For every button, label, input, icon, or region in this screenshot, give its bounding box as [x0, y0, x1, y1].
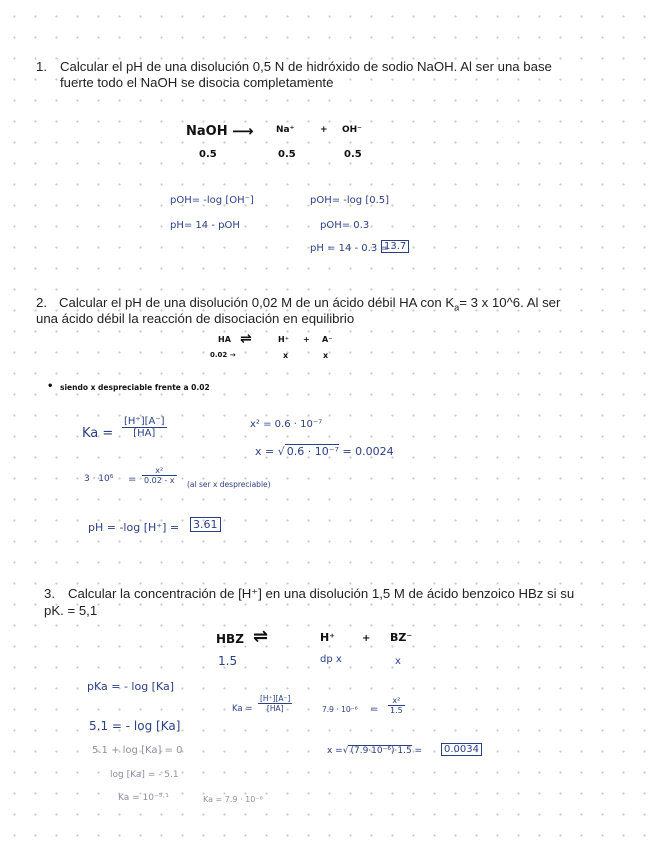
p3-subst-eq: = — [370, 704, 379, 715]
problem3-text-line1: Calcular la concentración de [H⁺] en una disolución 1,5 M de ácido benzoico HBz si su — [68, 586, 575, 601]
p1-conc-cation: 0.5 — [278, 149, 296, 160]
p1-anion: OH⁻ — [342, 125, 362, 135]
p3-x-anion: x — [395, 656, 401, 667]
problem3-number: 3. — [44, 586, 55, 601]
problem1-text-line1: Calcular el pH de una disolución 0,5 N de hidróxido de sodio NaOH. Al ser una base — [60, 59, 552, 74]
p1-ph-calc: pH = 14 - 0.3 = — [310, 243, 389, 254]
p3-gray-step1: 5.1 + log [Ka] = 0 — [92, 745, 183, 756]
problem1-number: 1. — [36, 59, 47, 74]
p2-ka-fraction: $\frac{[H^+][A^-]}{[HA]}$ — [124, 416, 165, 439]
problem2-text-line2: una ácido débil la reacción de disociación en equilibrio — [36, 311, 355, 326]
p2-initial: 0.02 → — [210, 351, 236, 359]
p2-plus: + — [303, 335, 310, 344]
p1-reactant: NaOH — [186, 124, 228, 139]
p3-initial: 1.5 — [218, 654, 238, 668]
p2-cation: H⁺ — [278, 335, 289, 344]
p2-sub-eq: = — [128, 474, 137, 485]
problem1-text-line2: fuerte todo el NaOH se disocia completamente — [60, 75, 334, 90]
problem2-number: 2. — [36, 295, 47, 310]
p3-subst-left: 7.9 · 10⁻⁶ — [322, 705, 358, 714]
p1-conc-reactant: 0.5 — [199, 149, 217, 160]
p1-conc-anion: 0.5 — [344, 149, 362, 160]
p3-ka-fraction: $\frac{[H^+][A^-]}{[HA]}$ — [260, 694, 291, 713]
p1-poh-def: pOH= -log [OH⁻] — [170, 195, 254, 206]
p1-arrow: ⟶ — [232, 122, 254, 140]
p2-note: siendo x despreciable frente a 0.02 — [60, 383, 210, 392]
p2-ka-label: Ka = — [82, 426, 114, 441]
p3-gray-step4: Ka = 7.9 · 10⁻⁶ — [203, 795, 263, 804]
p3-x-cation: dp x — [320, 654, 342, 665]
p3-pka-sub: 5.1 = - log [Ka] — [89, 719, 181, 733]
p2-x-cation: x — [283, 351, 289, 360]
p3-ka-label: Ka = — [232, 704, 253, 714]
p1-poh-value: pOH= 0.3 — [320, 220, 370, 231]
p2-anion: A⁻ — [322, 335, 333, 344]
p2-x-eq: x = √ 0.6 · 10⁻⁷ = 0.0024 — [255, 445, 394, 458]
p1-ph-result: 13.7 — [381, 240, 409, 253]
p1-cation: Na⁺ — [276, 125, 295, 135]
p3-x-eq: x =√ (7.9·10⁻⁶)·1.5 = — [327, 746, 423, 756]
p3-gray-step3: Ka = 10⁻⁵·¹ — [118, 793, 169, 803]
p3-reactant: HBZ — [216, 632, 244, 646]
p2-sub-fraction: $\frac{\text{x²}}{0.02 - x}$ — [144, 466, 175, 485]
p3-plus: + — [362, 633, 371, 644]
p3-cation: H⁺ — [320, 631, 336, 644]
p2-sub-left: 3 · 10⁶ — [84, 474, 114, 484]
p3-subst-fraction: $\frac{\text{x²}}{1.5}$ — [390, 696, 403, 715]
p3-pka-def: pKa = - log [Ka] — [87, 680, 175, 693]
p1-plus: + — [320, 125, 328, 135]
p2-ph-result: 3.61 — [190, 517, 221, 532]
p1-ph-def: pH= 14 - pOH — [170, 220, 240, 231]
p3-arrow: ⇌ — [253, 626, 269, 647]
p2-x2-eq: x² = 0.6 · 10⁻⁷ — [250, 419, 323, 430]
p3-gray-step2: log [Ka] = - 5.1 — [110, 770, 179, 780]
problem2-text-line1: Calcular el pH de una disolución 0,02 M de un ácido débil HA con $K_a= 3$ x 10^6. Al ser — [59, 295, 561, 313]
p2-arrow: ⇌ — [240, 331, 252, 347]
p2-sub-note: (al ser x despreciable) — [187, 480, 271, 489]
p2-note-bullet: • — [47, 381, 54, 392]
p2-reactant: HA — [218, 335, 231, 344]
p1-poh-calc: pOH= -log [0.5] — [310, 195, 390, 206]
problem3-text-line2: pK. = 5,1 — [44, 603, 98, 618]
p2-x-anion: x — [323, 351, 329, 360]
p3-anion: BZ⁻ — [390, 631, 413, 644]
p2-ph-eq: pH = -log [H⁺] = — [88, 521, 180, 534]
p3-x-result: 0.0034 — [441, 743, 482, 756]
